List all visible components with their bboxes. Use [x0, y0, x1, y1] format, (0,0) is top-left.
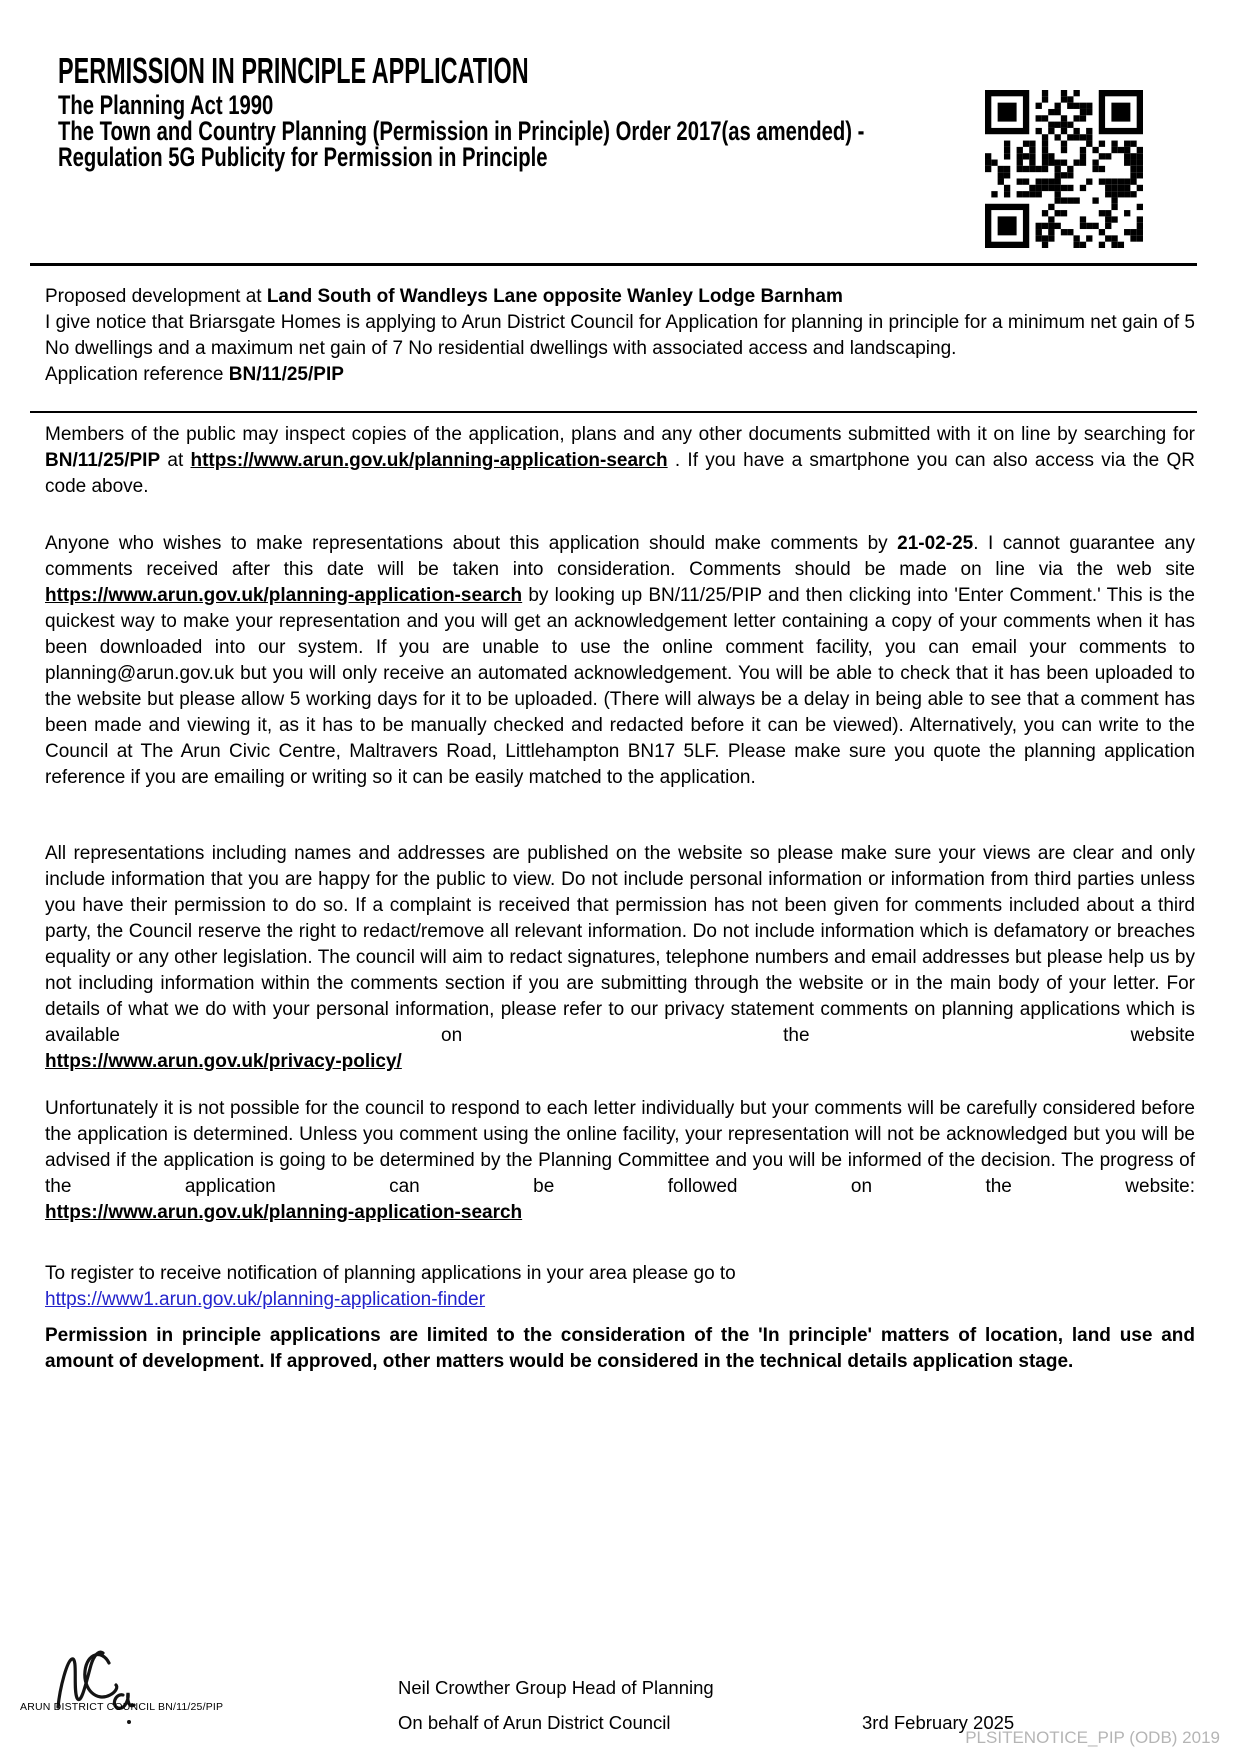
- comments-text-tail: by looking up BN/11/25/PIP and then clicking into 'Enter Comment.' This is the quickest way to make your representation and you will get an acknowledgement letter containing a copy of your comments when it has been downloaded into our system. If you are unable to use the online comment facility, you can email your comments to planning@arun.gov.uk but you will only receive an automated acknowledgement. You will be able to check that it has been uploaded to the website but please allow 5 working days for it to be uploaded. (There will always be a delay in being able to see that a comment has been made and viewing it, as it has to be manually checked and redacted before it can be viewed). Alternatively, you can write to the Council at The Arun Civic Centre, Maltravers Road, Littlehampton BN17 5LF. Please make sure you quote the planning application reference if you are emailing or writing so it can be easily matched to the application.: [45, 585, 1195, 788]
- signatory-name: Neil Crowther Group Head of Planning: [398, 1677, 714, 1698]
- header-divider: [30, 263, 1197, 266]
- regulation-line: Regulation 5G Publicity for Permission in Principle: [58, 142, 548, 172]
- page-title: PERMISSION IN PRINCIPLE APPLICATION: [58, 50, 529, 91]
- site-address: Land South of Wandleys Lane opposite Wanley Lodge Barnham: [266, 286, 843, 307]
- qr-code: [985, 90, 1143, 248]
- planning-search-url[interactable]: https://www.arun.gov.uk/planning-application-search: [45, 1202, 523, 1223]
- application-reference: BN/11/25/PIP: [45, 450, 161, 471]
- comments-paragraph: [45, 531, 1195, 791]
- inspect-paragraph: [45, 422, 1195, 500]
- representations-text: All representations including names and addresses are published on the website so please make sure your views are clear and only include information that you are happy for the public to view. Do not include personal information or information from third parties unless you have their permission to do so. If a complaint is received that permission has not been given for comments included about a third party, the Council reserve the right to redact/remove all relevant information. Do not include information which is defamatory or breaches equality or any other legislation. The council will aim to redact signatures, telephone numbers and email addresses but please help us by not including information within the comments section if you are submitting through the website or in the main body of your letter. For details of what we do with your personal information, please refer to our privacy statement comments on planning applications which is available on the website: [45, 843, 1195, 1046]
- planning-finder-link[interactable]: https://www1.arun.gov.uk/planning-application-finder: [45, 1289, 486, 1310]
- representations-paragraph: [45, 841, 1195, 1075]
- comments-text-lead: Anyone who wishes to make representations about this application should make comments by: [45, 533, 898, 554]
- planning-search-url[interactable]: https://www.arun.gov.uk/planning-application-search: [45, 585, 523, 606]
- response-text: Unfortunately it is not possible for the council to respond to each letter individually but your comments will be carefully considered before the application is determined. Unless you comment using the online facility, your representation will not be acknowledged but you will be advised if the application is going to be determined by the Planning Committee and you will be informed of the decision. The progress of the application can be followed on the website:: [45, 1098, 1195, 1197]
- notice-body-text: I give notice that Briarsgate Homes is applying to Arun District Council for Application for planning in principle for a minimum net gain of 5 No dwellings and a maximum net gain of 7 No residential dwellings with associated access and landscaping.: [45, 312, 1195, 359]
- inspect-text-mid: at: [160, 450, 191, 471]
- section-divider: [30, 411, 1197, 413]
- register-text: To register to receive notification of planning applications in your area please go to: [45, 1263, 736, 1284]
- order-line: The Town and Country Planning (Permission in Principle) Order 2017(as amended) -: [58, 116, 865, 146]
- application-reference: BN/11/25/PIP: [228, 364, 344, 385]
- inspect-text-tail: . If you have a smartphone you can also access via the QR code above.: [45, 450, 1195, 497]
- signature-handwriting: [52, 1645, 144, 1727]
- proposed-development-label: Proposed development at: [45, 286, 262, 307]
- response-paragraph: [45, 1096, 1195, 1226]
- comments-deadline: 21-02-25: [897, 533, 974, 554]
- inspect-text-lead: Members of the public may inspect copies of the application, plans and any other documents submitted with it on line by searching for: [45, 424, 1195, 445]
- on-behalf-text: On behalf of Arun District Council: [398, 1712, 671, 1733]
- application-reference-label: Application reference: [45, 364, 224, 385]
- scope-paragraph: Permission in principle applications are limited to the consideration of the 'In principle' matters of location, land use and amount of development. If approved, other matters would be considered in the technical details application stage.: [45, 1325, 1195, 1372]
- notice-date: 3rd February 2025: [862, 1712, 1015, 1733]
- site-address-line: [45, 284, 1195, 310]
- register-paragraph: [45, 1261, 1195, 1313]
- planning-act-line: The Planning Act 1990: [58, 90, 274, 120]
- comments-text-mid: . I cannot guarantee any comments received after this date will be taken into consideration. Comments should be made on line via the web site: [45, 533, 1195, 580]
- application-reference-line: [45, 362, 1195, 388]
- council-stamp-text: ARUN DISTRICT COUNCIL BN/11/25/PIP: [20, 1701, 224, 1713]
- form-reference: PLSITENOTICE_PIP (ODB) 2019: [965, 1728, 1220, 1747]
- privacy-policy-url[interactable]: https://www.arun.gov.uk/privacy-policy/: [45, 1051, 402, 1072]
- planning-search-url[interactable]: https://www.arun.gov.uk/planning-application-search: [190, 450, 668, 471]
- development-notice-paragraph: [45, 284, 1195, 388]
